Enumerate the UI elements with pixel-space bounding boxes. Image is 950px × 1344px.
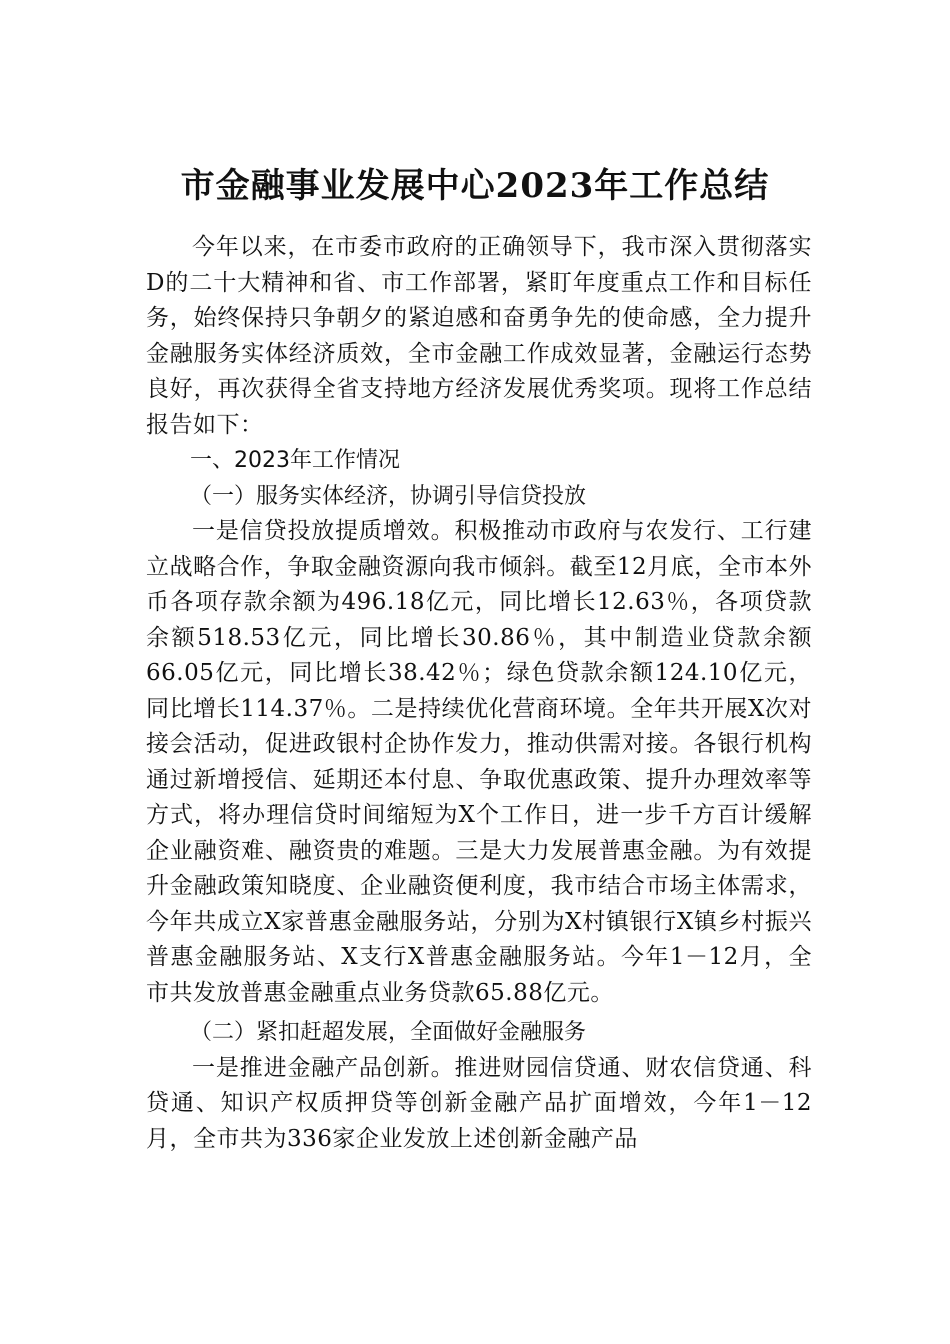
subsection-2-paragraph: 一是推进金融产品创新。推进财园信贷通、财农信贷通、科贷通、知识产权质押贷等创新金融产品扩面增效，今年1－12月，全市共为336家企业发放上述创新金融产品 bbox=[146, 1054, 812, 1152]
subsection-heading-2: （二）紧扣赶超发展，全面做好金融服务 bbox=[190, 1020, 587, 1045]
subsection-1-paragraph: 一是信贷投放提质增效。积极推动市政府与农发行、工行建立战略合作，争取金融资源向我市倾斜。截至12月底，全市本外币各项存款余额为496.18亿元，同比增长12.63％，各项贷款余额518.53亿元，同比增长30.86％，其中制造业贷款余额66.05亿元，同比增长38.42％；绿色贷款余额124.10亿元，同比增长114.37％。二是持续优化营商环境。全年共开展X次对接会活动，促进政银村企协作发力，推动供需对接。各银行机构通过新增授信、延期还本付息、争取优惠政策、提升办理效率等方式，将办理信贷时间缩短为X个工作日，进一步千方百计缓解企业融资难、融资贵的难题。三是大力发展普惠金融。为有效提升金融政策知晓度、企业融资便利度，我市结合市场主体需求，今年共成立X家普惠金融服务站，分别为X村镇银行X镇乡村振兴普惠金融服务站、X支行X普惠金融服务站。今年1－12月，全市共发放普惠金融重点业务贷款65.88亿元。 bbox=[146, 518, 812, 1006]
subsection-heading-1: （一）服务实体经济，协调引导信贷投放 bbox=[190, 483, 587, 509]
intro-paragraph: 今年以来，在市委市政府的正确领导下，我市深入贯彻落实D的二十大精神和省、市工作部署，紧盯年度重点工作和目标任务，始终保持只争朝夕的紧迫感和奋勇争先的使命感，全力提升金融服务实体经济质效，全市金融工作成效显著，金融运行态势良好，再次获得全省支持地方经济发展优秀奖项。现将工作总结报告如下： bbox=[146, 234, 812, 438]
document-title: 市金融事业发展中心2023年工作总结 bbox=[180, 166, 770, 206]
section-heading-1: 一、2023年工作情况 bbox=[190, 448, 400, 473]
document-body bbox=[146, 230, 812, 1157]
